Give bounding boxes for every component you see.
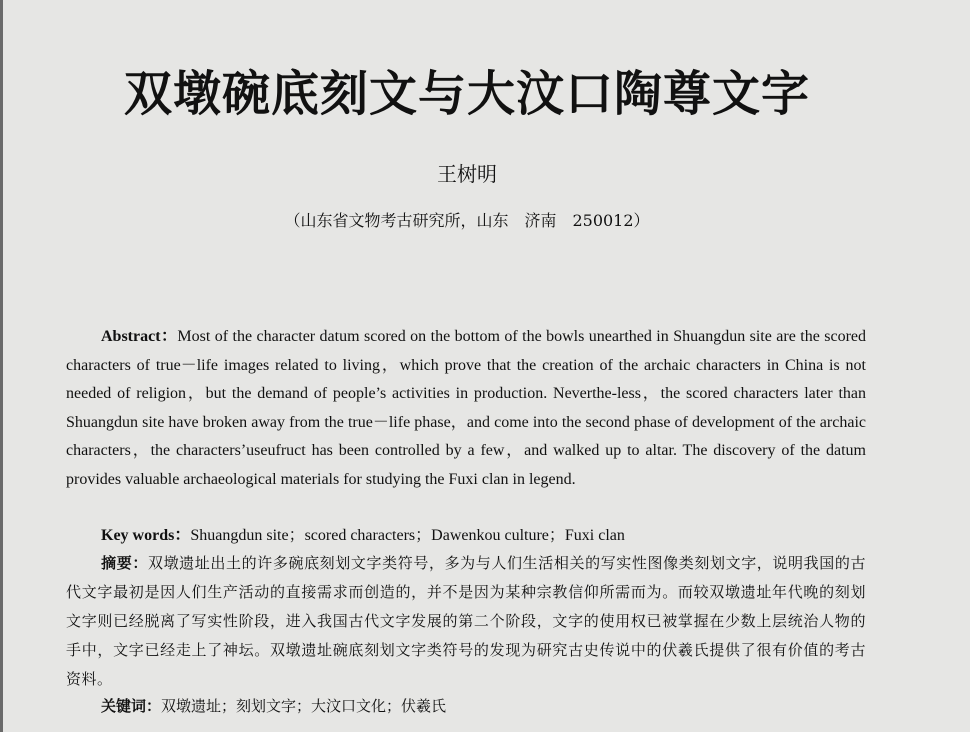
keywords-label: Key words：: [101, 527, 191, 544]
english-keywords: [101, 523, 625, 549]
zh-keywords-label: 关键词：: [101, 697, 162, 715]
author-name: 王树明: [437, 162, 497, 186]
abstract-label: Abstract：: [101, 328, 178, 345]
zh-abstract-text: 双墩遗址出土的许多碗底刻划文字类符号，多为与人们生活相关的写实性图像类刻划文字，说明我国的古代文字最初是因人们生产活动的直接需求而创造的，并不是因为某种宗教信仰所需而为。而较双墩遗址年代晚的刻划文字则已经脱离了写实性阶段，进入我国古代文字发展的第二个阶段，文字的使用权已被掌握在少数上层统治人物的手中，文字已经走上了神坛。双墩遗址碗底刻划文字类符号的发现为研究古史传说中的伏羲氏提供了很有价值的考古资料。: [66, 554, 866, 688]
zh-abstract-label: 摘要：: [101, 554, 148, 572]
keywords-text: Shuangdun site；scored characters；Dawenkou culture；Fuxi clan: [190, 527, 625, 544]
abstract-text: Most of the character datum scored on the bottom of the bowls unearthed in Shuangdun site are the scored characters of true－life images related to living，which prove that the creation of the archaic characters in China is not needed of religion，but the demand of people’s activities in production. Neverthe-less，the scored characters later than Shuangdun site have broken away from the true－life phase，and come into the second phase of development of the archaic characters，the characters’useufruct has been controlled by a few，and walked up to altar. The discovery of the datum provides valuable archaeological materials for studying the Fuxi clan in legend.: [66, 328, 867, 488]
paper-title: 双墩碗底刻文与大汶口陶尊文字: [123, 66, 810, 122]
chinese-keywords: [101, 693, 446, 719]
author-affiliation: （山东省文物考古研究所，山东 济南 250012）: [284, 211, 650, 230]
zh-keywords-text: 双墩遗址；刻划文字；大汶口文化；伏羲氏: [161, 697, 447, 715]
english-abstract: [66, 323, 866, 494]
chinese-abstract: [66, 549, 866, 694]
